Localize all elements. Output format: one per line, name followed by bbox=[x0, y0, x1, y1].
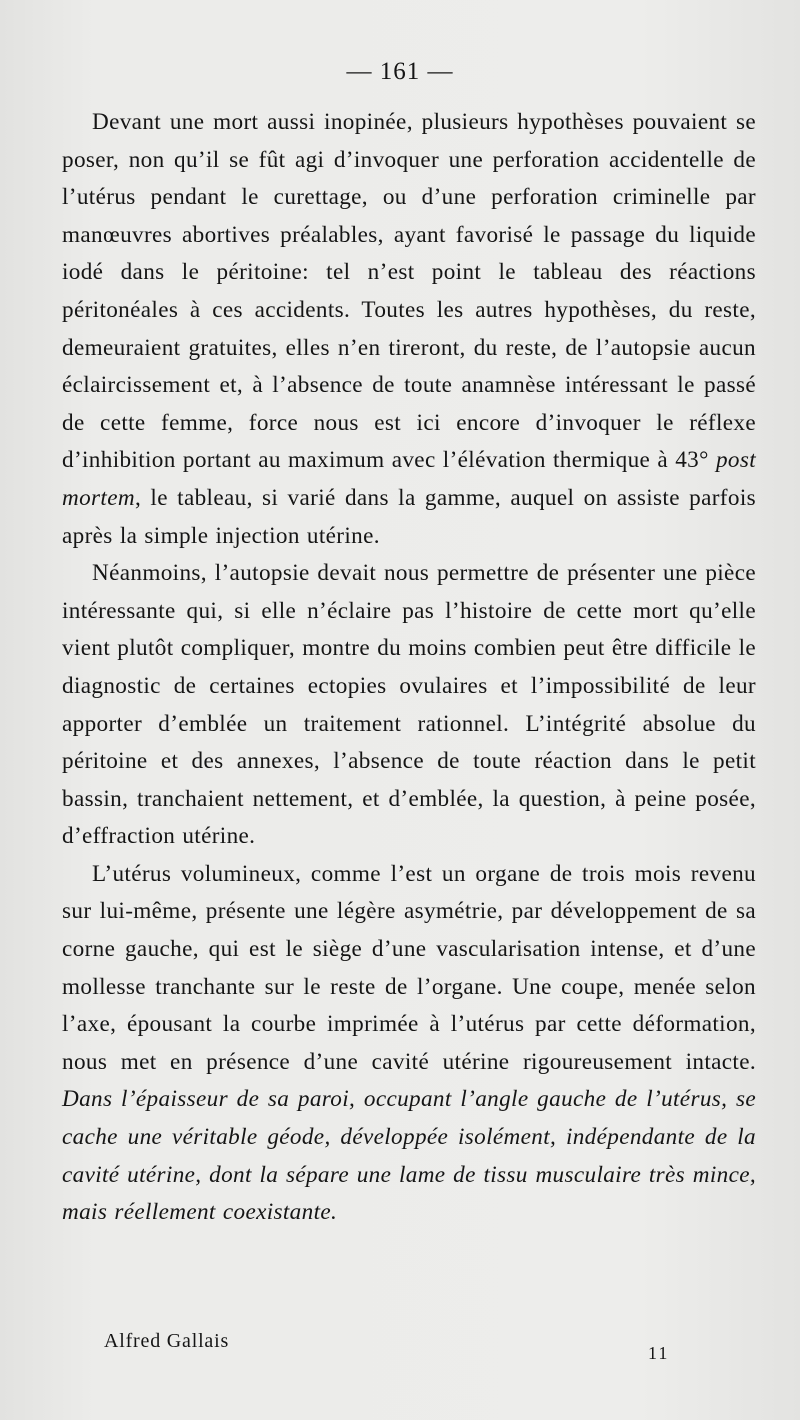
paragraph-3 bbox=[62, 856, 756, 1232]
paragraph-3-italic: Dans l’épaisseur de sa paroi, occupant l’angle gauche de l’utérus, se cache une véritable géode, développée isolément, indépendante de la cavité utérine, dont la sépare une lame de tissu musculaire très mince, mais réellement coexistante. bbox=[62, 1086, 756, 1226]
paragraph-1-tail: , le tableau, si varié dans la gamme, auquel on assiste parfois après la simple injection utérine. bbox=[62, 484, 756, 549]
sheet-number: 11 bbox=[648, 1343, 670, 1363]
paragraph-3-text: L’utérus volumineux, comme l’est un organe de trois mois revenu sur lui-même, présente une légère asymétrie, par développement de sa corne gauche, qui est le siège d’une vascularisation intense, et d’une mollesse tranchante sur le reste de l’organe. Une coupe, menée selon l’axe, épousant la courbe imprimée à l’utérus par cette déformation, nous met en présence d’une cavité utérine rigoureusement intacte. bbox=[62, 860, 756, 1075]
paragraph-1-italic: post mortem bbox=[62, 447, 756, 511]
author-signature: Alfred Gallais bbox=[104, 1330, 230, 1352]
page-number: — 161 — bbox=[346, 58, 454, 85]
paragraph-1-text: Devant une mort aussi inopinée, plusieurs hypothèses pouvaient se poser, non qu’il se fût agi d’invoquer une perforation accidentelle de l’utérus pendant le curettage, ou d’une perforation criminelle par manœuvres abortives préalables, ayant favorisé le passage du liquide iodé dans le péritoine: tel n’est point le tableau des réactions péritonéales à ces accidents. Toutes les autres hypothèses, du reste, demeuraient gratuites, elles n’en tireront, du reste, de l’autopsie aucun éclaircissement et, à l’absence de toute anamnèse intéressant le passé de cette femme, force nous est ici encore d’invoquer le réflexe d’inhibition portant au maximum avec l’élévation thermique à 43° bbox=[62, 109, 756, 474]
paragraph-2: Néanmoins, l’autopsie devait nous permettre de présenter une pièce intéressante qui, si elle n’éclaire pas l’histoire de cette mort qu’elle vient plutôt compliquer, montre du moins combien peut être difficile le diagnostic de certaines ectopies ovulaires et l’impossibilité de leur apporter d’emblée un traitement rationnel. L’intégrité absolue du péritoine et des annexes, l’absence de toute réaction dans le petit bassin, tranchaient nettement, et d’emblée, la question, à peine posée, d’effraction utérine. bbox=[62, 560, 756, 850]
paragraph-1 bbox=[62, 104, 756, 555]
body-text bbox=[62, 104, 756, 1232]
